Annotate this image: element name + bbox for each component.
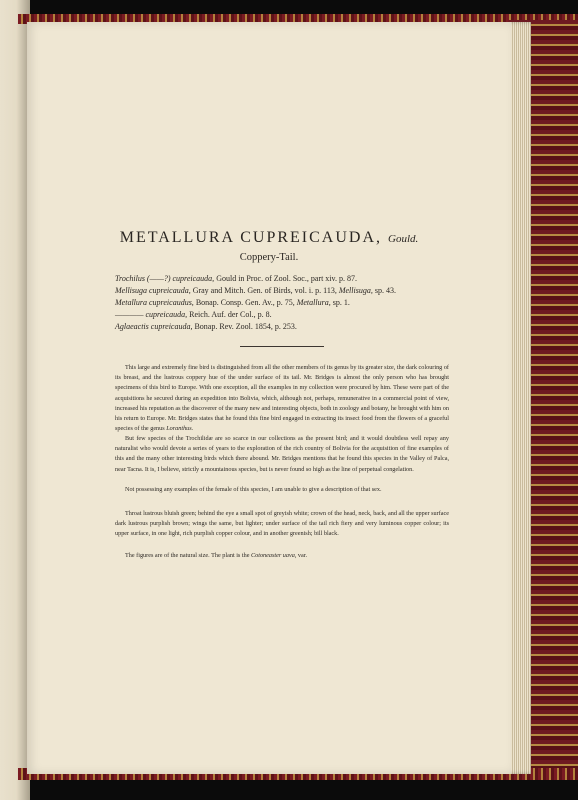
synonym-line: ———— cupreicauda, Reich. Auf. der Col., p. 8. (115, 310, 272, 319)
body-paragraph: But few species of the Trochilidæ are so scarce in our collections as the present bird; and it would doubtless well repay any naturalist who would devote a series of years to the exploration of the rich country of Bolivia for the acquisition of fine examples of this and the many other interesting birds which there abound. Mr. Bridges mentions that he found this species in the Valley of Palca, near Tacna. It is, I believe, strictly a mountainous species, but is never found so high as the line of perpetual congelation. (115, 435, 449, 473)
body-paragraph: This large and extremely fine bird is distinguished from all the other members of its genus by its greater size, the dark colouring of its breast, and the lustrous coppery hue of the under surface of its tail. Mr. Bridges is almost the only person who has brought specimens of this bird to Europe. With one exception, all the examples in my collection were procured by him. These were part of the acquisitions he secured during an expedition into Bolivia, which, although not, perhaps, remunerative in a commercial point of view, increased his reputation as the discoverer of the many new and interesting objects, both in zoology and botany, he brought with him on his return to Europe. Mr. Bridges states that he found this fine bird engaged in extracting its insect food from the flowers of a graceful species of the genus Loranthus. (115, 364, 449, 433)
description-paragraph: Throat lustrous bluish green; behind the eye a small spot of greyish white; crown of the head, neck, back, and all the upper surface dark lustrous purplish brown; wings the same, but lighter; under surface of the tail rich fiery and very luminous copper colour; its upper surface, in one light, rich purplish copper colour, and in another greenish; bill black. (115, 510, 449, 538)
synonym-line: Aglaeactis cupreicauda, Bonap. Rev. Zool. 1854, p. 253. (115, 322, 297, 331)
closing-paragraph: The figures are of the natural size. The plant is the Cotoneaster uava, var. (125, 552, 308, 559)
page-title (27, 229, 511, 247)
body-paragraph: Not possessing any examples of the female of this species, I am unable to give a description of that sex. (125, 486, 382, 493)
synonym-line: Trochilus (——?) cupreicauda, Gould in Proc. of Zool. Soc., part xiv. p. 87. (115, 274, 357, 283)
species-name: METALLURA CUPREICAUDA, (119, 229, 383, 246)
common-name: Coppery-Tail. (239, 252, 299, 263)
book-page (27, 22, 511, 774)
facing-page-edge (0, 0, 30, 800)
species-author: Gould. (388, 233, 419, 245)
synonym-line: Mellisuga cupreicauda, Gray and Mitch. Gen. of Birds, vol. i. p. 113, Mellisuga, sp. 43. (115, 286, 396, 295)
synonym-line: Metallura cupreicaudus, Bonap. Consp. Gen. Av., p. 75, Metallura, sp. 1. (115, 298, 350, 307)
section-divider (240, 346, 324, 347)
